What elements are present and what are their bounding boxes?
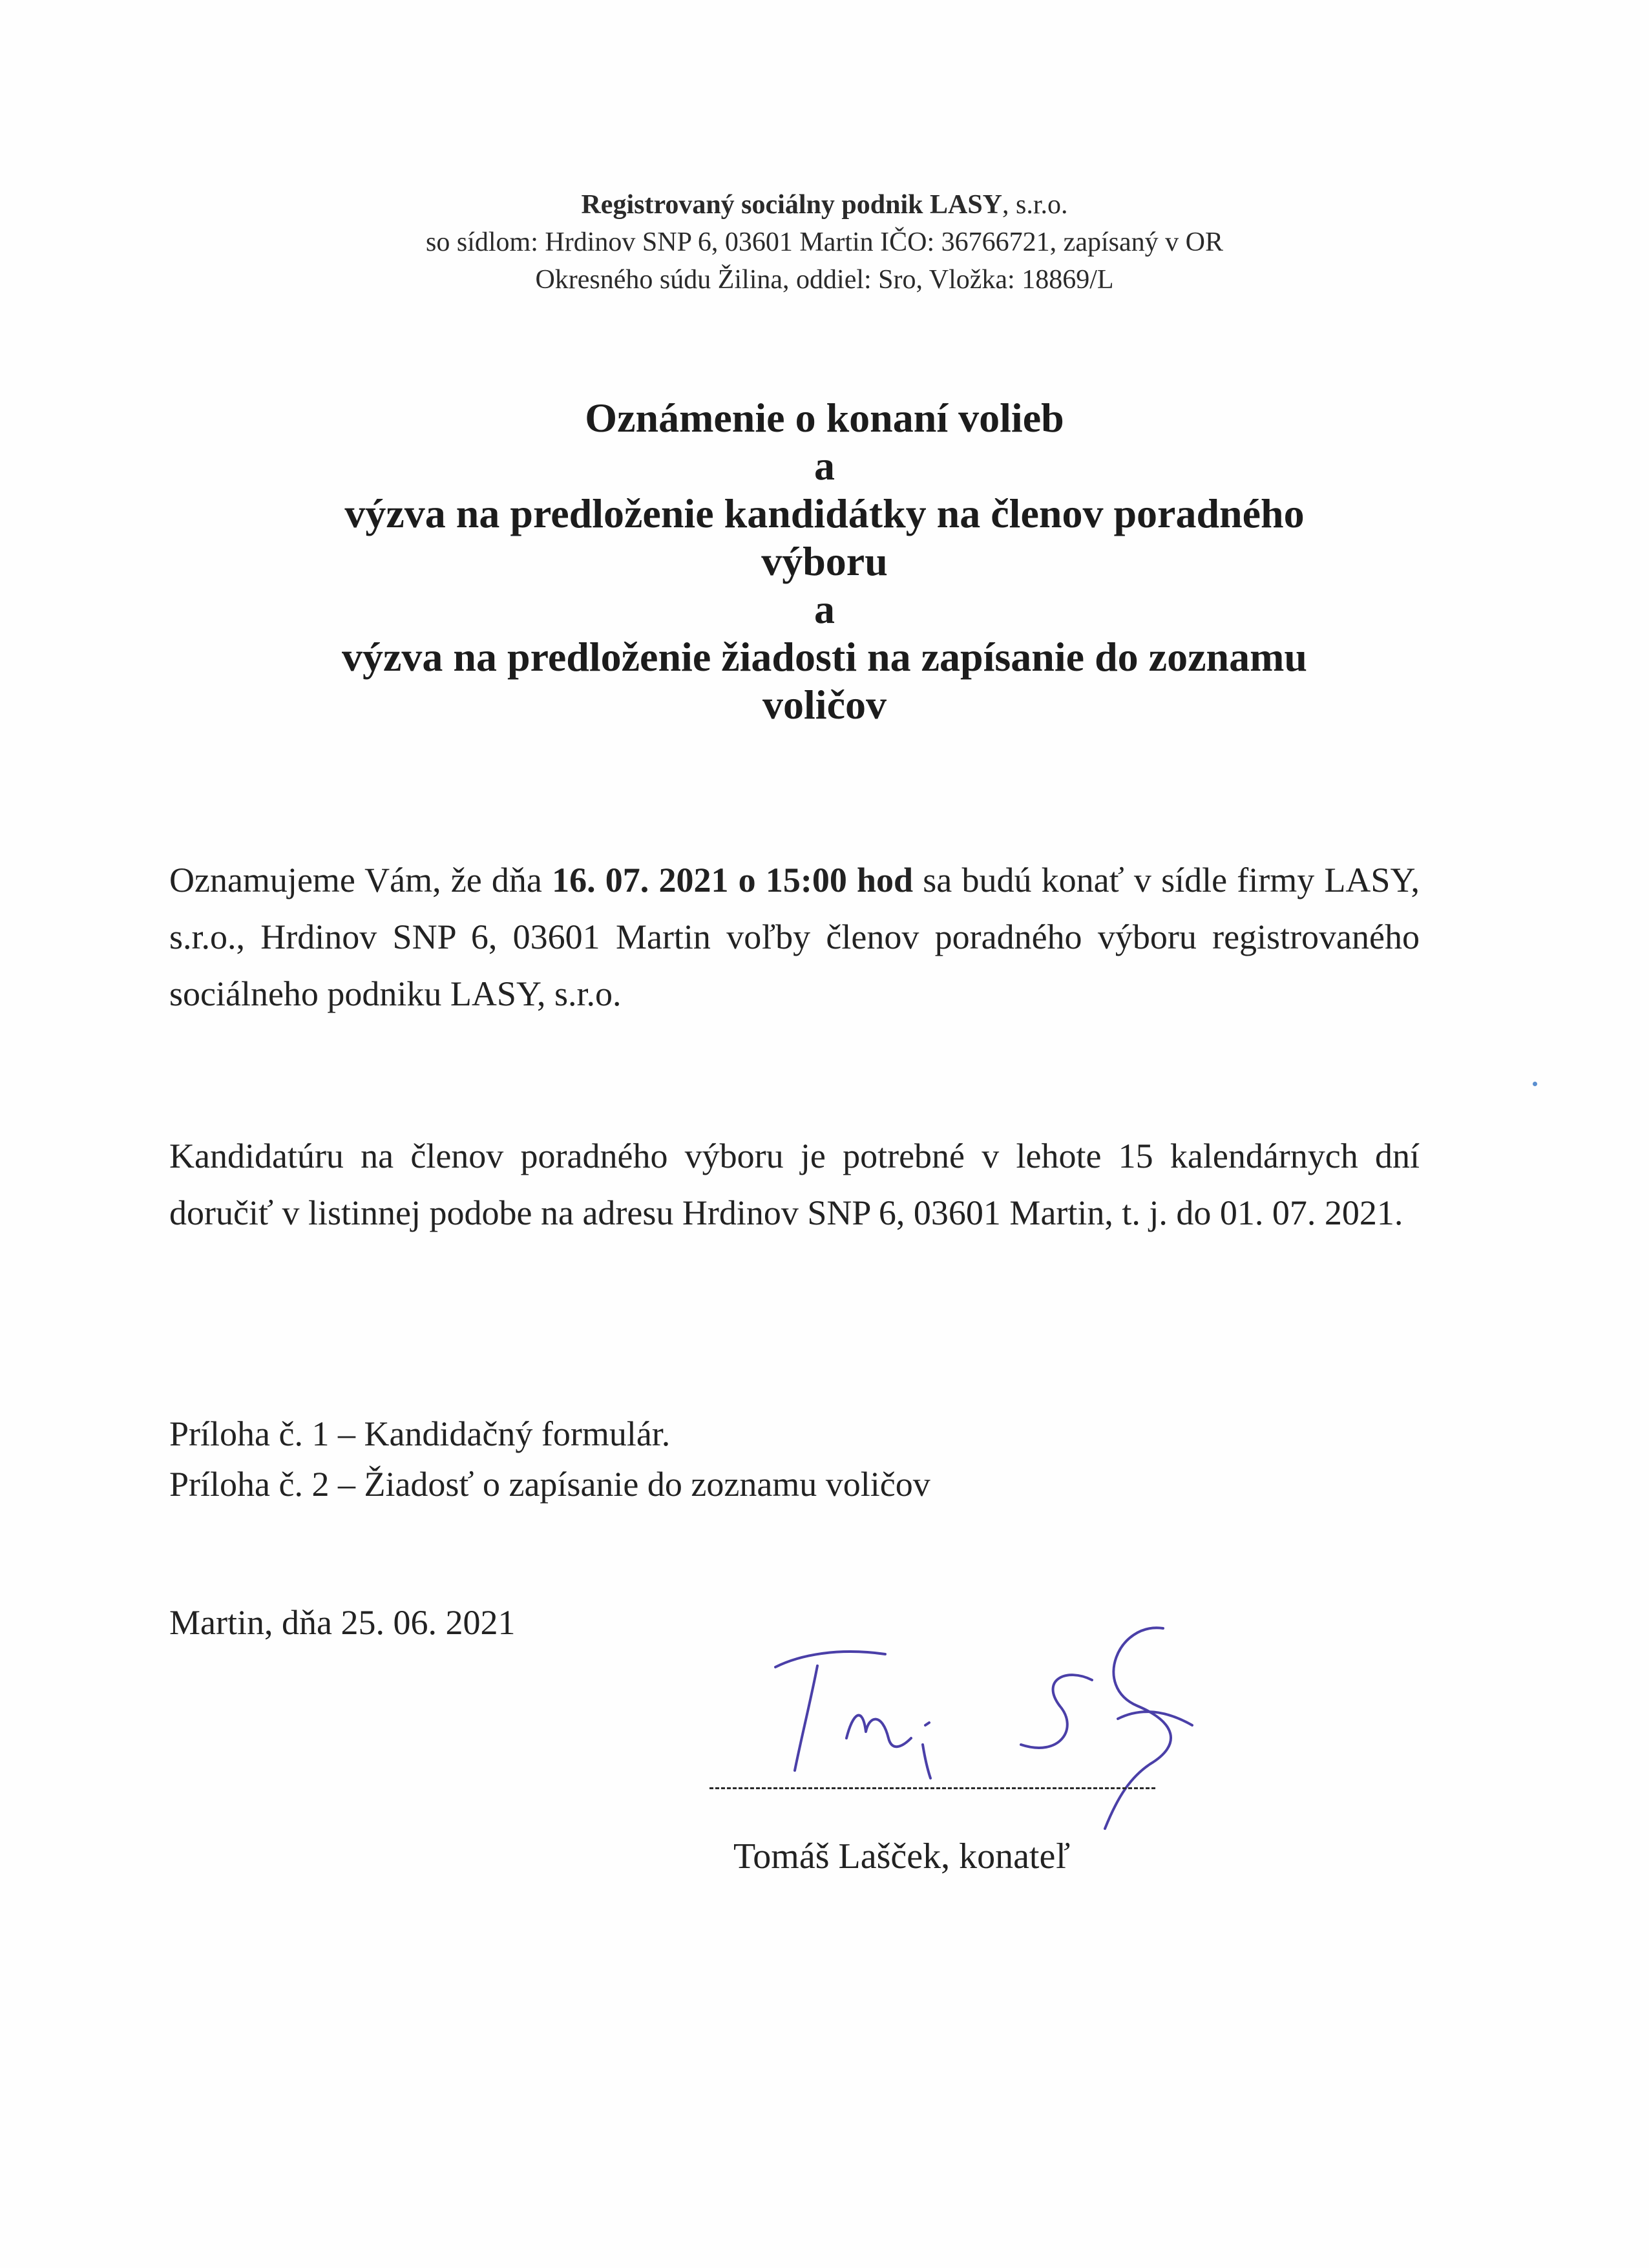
signature-stroke-s [1021, 1675, 1092, 1748]
title-line-2: a [814, 443, 835, 488]
announcement-paragraph [169, 852, 1420, 1022]
signature-line [709, 1787, 1155, 1789]
scan-speck [1533, 1082, 1537, 1086]
title-line-3: výzva na predloženie kandidátky na členov poradného [344, 490, 1305, 536]
signature-stroke-t-stem [795, 1666, 817, 1770]
announcement-intro: Oznamujeme Vám, že dňa [169, 861, 552, 899]
election-datetime: 16. 07. 2021 o 15:00 hod [552, 861, 914, 899]
signature-stroke-dot [925, 1723, 929, 1725]
title-line-4: výboru [761, 538, 888, 584]
attachment-item-2: Príloha č. 2 – Žiadosť o zapísanie do zoznamu voličov [169, 1465, 930, 1504]
letterhead-line-3: Okresného súdu Žilina, oddiel: Sro, Vložka: 18869/L [535, 265, 1114, 295]
signature-stroke-t-bar [775, 1652, 885, 1667]
letterhead-line-2: so sídlom: Hrdinov SNP 6, 03601 Martin IČO: 36766721, zapísaný v OR [426, 227, 1223, 257]
letterhead [0, 186, 1649, 299]
attachments-list [169, 1409, 930, 1509]
company-legal-form: , s.r.o. [1002, 190, 1068, 220]
title-line-7: voličov [762, 682, 887, 728]
signer-name: Tomáš Lašček, konateľ [733, 1836, 1071, 1876]
signature-stroke-i [923, 1745, 930, 1778]
signature-stroke-loop [1105, 1628, 1171, 1829]
title-line-5: a [814, 586, 835, 632]
place-and-date: Martin, dňa 25. 06. 2021 [169, 1603, 516, 1642]
letterhead-line-1 [0, 186, 1649, 224]
candidacy-paragraph: Kandidatúru na členov poradného výboru je potrebné v lehote 15 kalendárnych dní doručiť v listinnej podobe na adresu Hrdinov SNP 6, 03601 Martin, t. j. do 01. 07. 2021. [169, 1137, 1420, 1232]
signature-stroke-n [846, 1716, 911, 1747]
attachment-item-1: Príloha č. 1 – Kandidačný formulár. [169, 1414, 671, 1453]
announcement-rest: sa budú konať v sídle firmy LASY, s.r.o., Hrdinov SNP 6, 03601 Martin voľby členov poradného výboru registrovaného sociálneho podniku LASY, s.r.o. [169, 861, 1420, 1013]
title-line-1: Oznámenie o konaní volieb [585, 395, 1064, 441]
company-name: Registrovaný sociálny podnik LASY [581, 190, 1003, 220]
document-title [0, 394, 1649, 729]
title-line-6: výzva na predloženie žiadosti na zapísanie do zoznamu [342, 634, 1307, 680]
